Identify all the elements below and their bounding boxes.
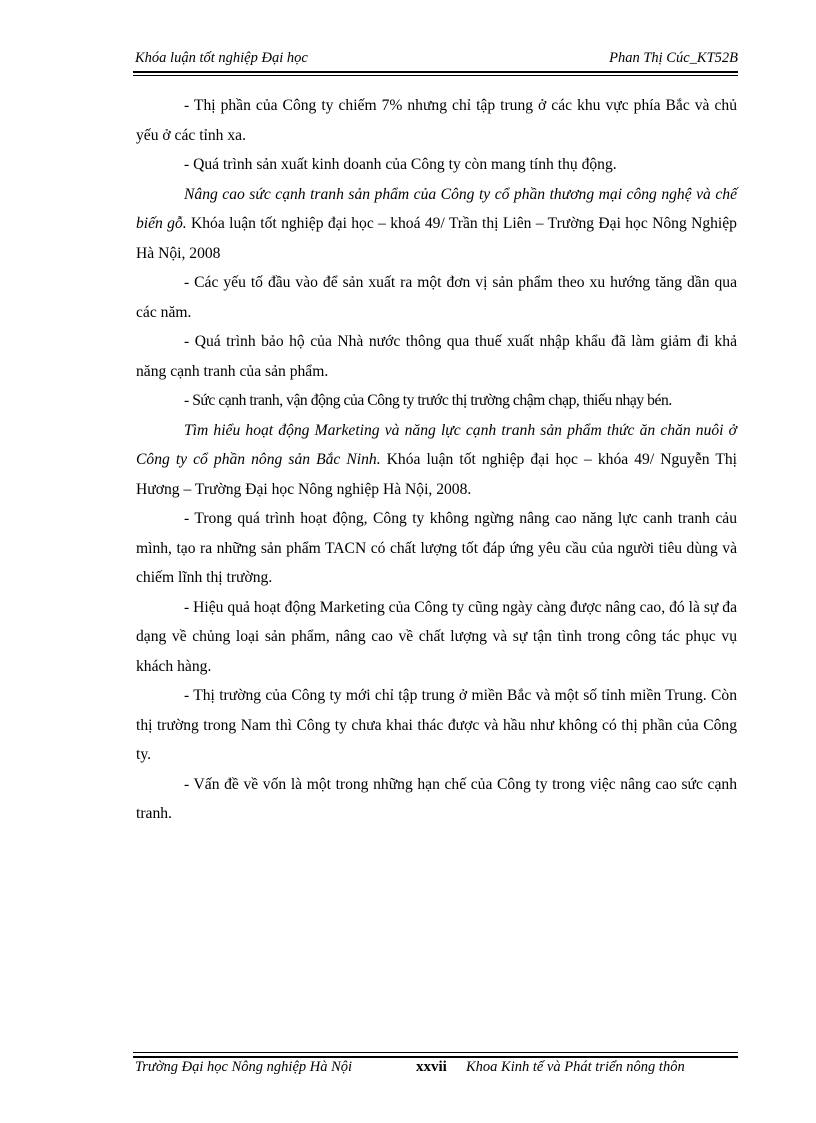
page-number: xxvii: [416, 1059, 447, 1075]
paragraph: - Các yếu tố đầu vào để sản xuất ra một đơn vị sản phẩm theo xu hướng tăng dần qua các năm.: [136, 274, 737, 321]
header-author: Phan Thị Cúc_KT52B: [609, 50, 738, 66]
page-header: [133, 50, 738, 70]
paragraph: - Quá trình bảo hộ của Nhà nước thông qua thuế xuất nhập khẩu đã làm giảm đi khả năng cạnh tranh của sản phẩm.: [136, 333, 737, 380]
paragraph: - Vấn đề về vốn là một trong những hạn chế của Công ty trong việc nâng cao sức cạnh tranh.: [136, 775, 737, 822]
reference-title: Tìm hiểu hoạt động Marketing và năng lực cạnh tranh sản phẩm thức ăn chăn nuôi ở Công ty cổ phần nông sản Bắc Ninh.: [136, 421, 737, 468]
reference-paragraph: [136, 416, 737, 505]
footer-university: Trường Đại học Nông nghiệp Hà Nội: [135, 1059, 353, 1075]
page-footer: [133, 1059, 738, 1081]
paragraph: - Thị trường của Công ty mới chỉ tập trung ở miền Bắc và một số tỉnh miền Trung. Còn thị trường trong Nam thì Công ty chưa khai thác được và hầu như không có thị phần của Công ty.: [136, 687, 737, 763]
page-body: [136, 91, 737, 829]
paragraph: - Trong quá trình hoạt động, Công ty không ngừng nâng cao năng lực canh tranh cảu mình, tạo ra những sản phẩm TACN có chất lượng tốt đáp ứng yêu cầu của người tiêu dùng và chiếm lĩnh thị trường.: [136, 510, 737, 586]
paragraph: - Hiệu quả hoạt động Marketing của Công ty cũng ngày càng được nâng cao, đó là sự đa dạng về chủng loại sản phẩm, nâng cao về chất lượng và sự tận tình trong công tác phục vụ khách hàng.: [136, 598, 737, 675]
header-rule-thick: [133, 71, 738, 73]
header-rule-thin: [133, 75, 738, 76]
reference-details: Khóa luận tốt nghiệp đại học – khóa 49/ Nguyễn Thị Hương – Trường Đại học Nông nghiệp Hà Nội, 2008.: [136, 451, 737, 498]
reference-details: Khóa luận tốt nghiệp đại học – khoá 49/ Trần thị Liên – Trường Đại học Nông Nghiệp Hà Nội, 2008: [136, 215, 737, 262]
paragraph: - Sức cạnh tranh, vận động của Công ty trước thị trường chậm chạp, thiếu nhạy bén.: [184, 392, 672, 409]
reference-paragraph: [136, 180, 737, 269]
footer-rule-thick: [133, 1056, 738, 1058]
header-thesis-title: Khóa luận tốt nghiệp Đại học: [135, 50, 308, 66]
paragraph: - Quá trình sản xuất kinh doanh của Công ty còn mang tính thụ động.: [184, 156, 617, 173]
paragraph: - Thị phần của Công ty chiếm 7% nhưng chỉ tập trung ở các khu vực phía Bắc và chủ yếu ở các tỉnh xa.: [136, 97, 737, 144]
footer-rule-thin: [133, 1052, 738, 1053]
footer-faculty: Khoa Kinh tế và Phát triển nông thôn: [466, 1059, 685, 1075]
reference-title: Nâng cao sức cạnh tranh sản phẩm của Công ty cổ phần thương mại công nghệ và chế biến gỗ.: [136, 185, 737, 232]
